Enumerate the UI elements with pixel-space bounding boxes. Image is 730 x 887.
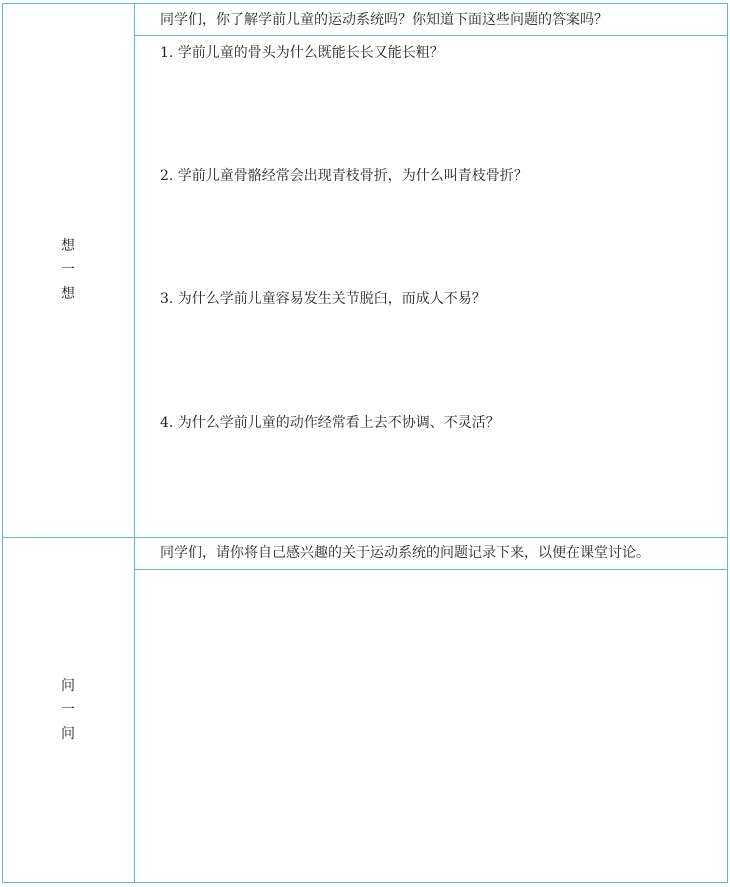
section-label-ask (2, 674, 134, 746)
label-char: 一 (61, 702, 75, 718)
question-2: 2. 学前儿童骨骼经常会出现青枝骨折，为什么叫青枝骨折？ (160, 168, 528, 184)
section-label-think (2, 234, 134, 306)
column-divider (134, 3, 135, 883)
label-char: 问 (61, 678, 75, 694)
intro-divider-1 (134, 35, 728, 36)
intro-divider-2 (134, 569, 728, 570)
answer-writing-area[interactable] (136, 571, 726, 881)
section2-intro: 同学们，请你将自己感兴趣的关于运动系统的问题记录下来，以便在课堂讨论。 (160, 545, 650, 561)
section-divider (2, 537, 728, 538)
section1-intro: 同学们，你了解学前儿童的运动系统吗？你知道下面这些问题的答案吗？ (160, 12, 608, 28)
question-1: 1. 学前儿童的骨头为什么既能长长又能长粗？ (160, 45, 444, 61)
label-char: 想 (61, 238, 75, 254)
label-char: 想 (61, 286, 75, 302)
label-char: 一 (61, 262, 75, 278)
question-3: 3. 为什么学前儿童容易发生关节脱臼，而成人不易？ (160, 291, 486, 307)
label-char: 问 (61, 726, 75, 742)
question-4: 4. 为什么学前儿童的动作经常看上去不协调、不灵活？ (160, 415, 500, 431)
